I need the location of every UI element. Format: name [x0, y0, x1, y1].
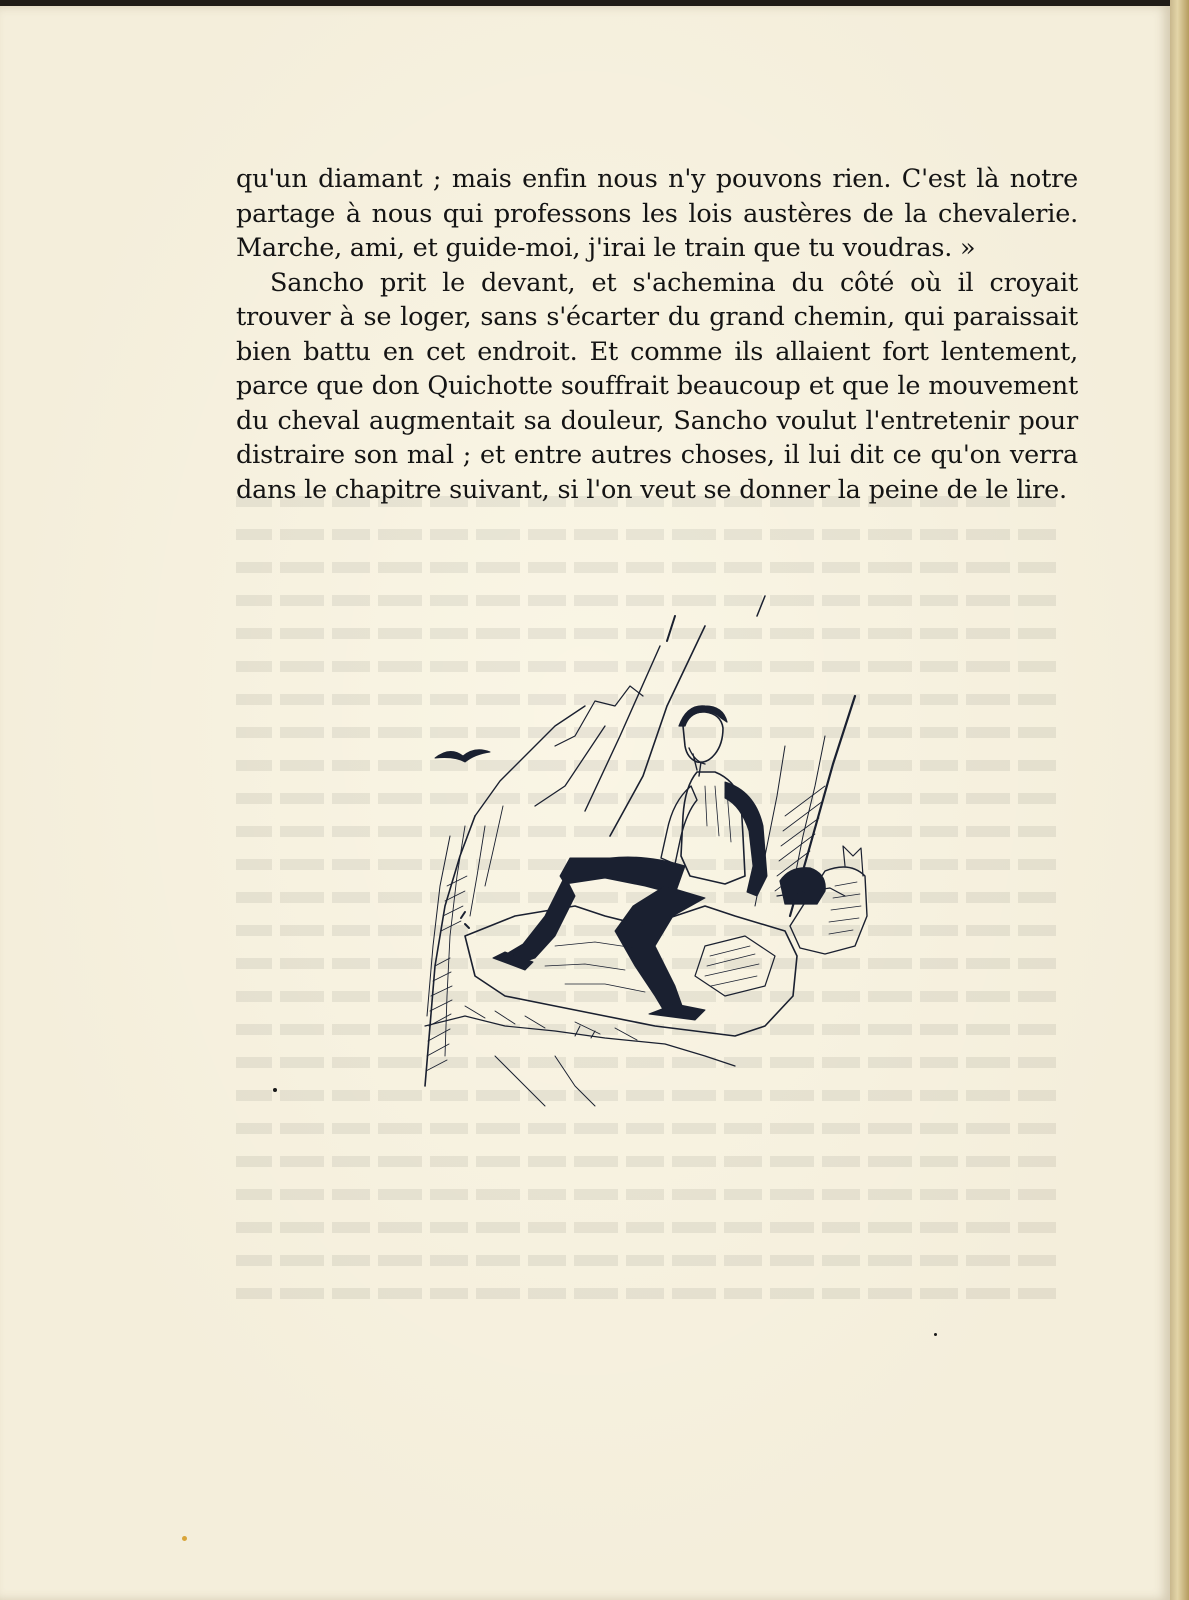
ink-speck [934, 1333, 937, 1336]
don-quixote-illustration [405, 586, 895, 1131]
paragraph-2: Sancho prit le devant, et s'achemina du côté où il croyait trouver à se loger, sans s'écarter du grand chemin, qui paraissait bien battu en cet endroit. Et comme ils allaient fort lentement, parce que don Quichotte souffrait beaucoup et que le mouvement du cheval augmentait sa douleur, Sancho voulut l'entretenir pour distraire son mal ; et entre autres choses, il lui dit ce qu'on verra dans le chapitre suivant, si l'on veut se donner la peine de le lire. [236, 267, 1078, 505]
ink-speck [273, 1088, 277, 1092]
book-page [0, 6, 1170, 1600]
page-right-edge [1170, 0, 1189, 1600]
illustration-drawing [405, 586, 895, 1131]
ink-speck [182, 1536, 187, 1541]
body-text [236, 162, 1078, 507]
paragraph-1: qu'un diamant ; mais enfin nous n'y pouvons rien. C'est là notre partage à nous qui professons les lois austères de la chevalerie. Marche, ami, et guide-moi, j'irai le train que tu voudras. » [236, 164, 1078, 263]
